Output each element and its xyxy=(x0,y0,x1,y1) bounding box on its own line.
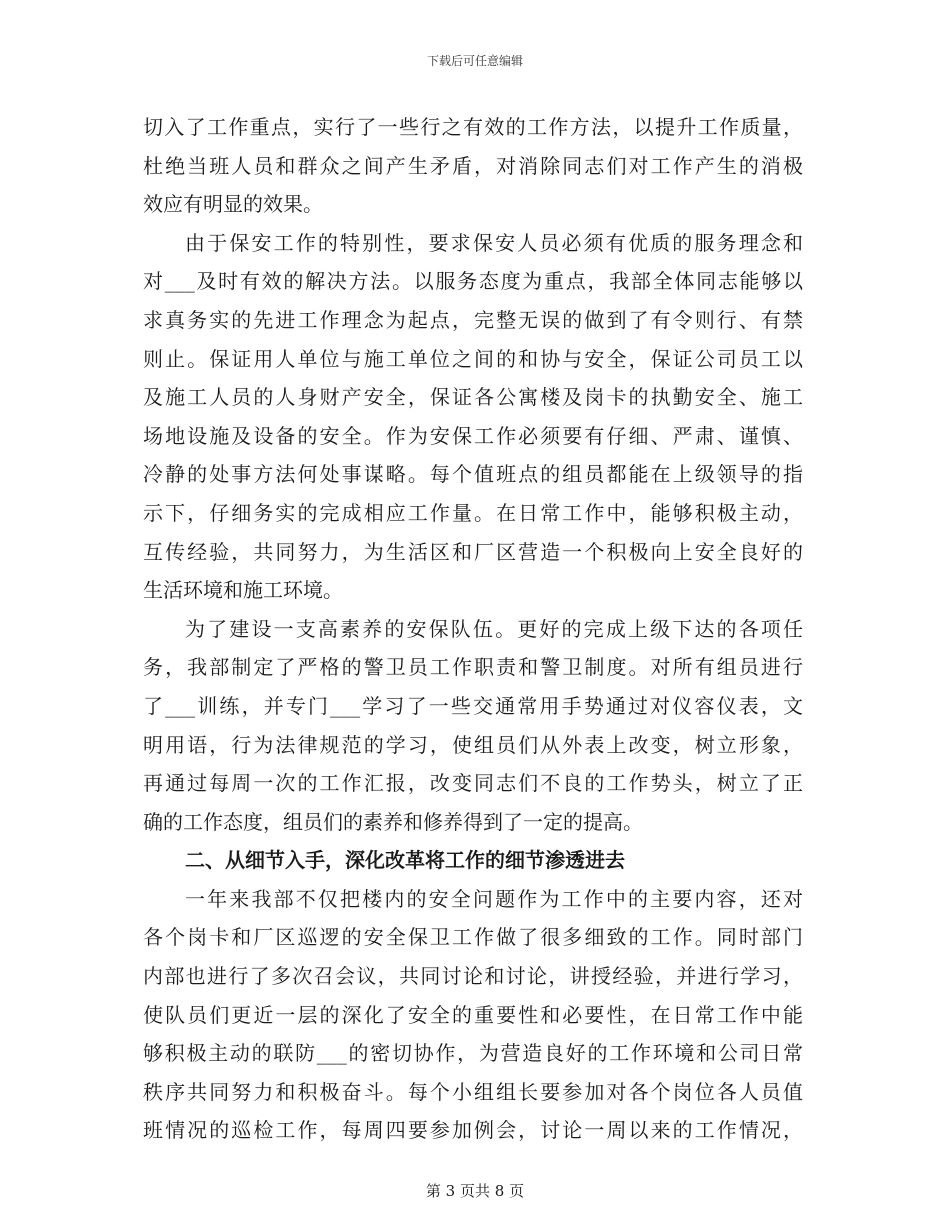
text-line: 使队员们更近一层的深化了安全的重要性和必要性，在日常工作中能 xyxy=(143,1002,803,1027)
text-line: 明用语，行为法律规范的学习，使组员们从外表上改变，树立形象， xyxy=(143,732,803,757)
text-line: 求真务实的先进工作理念为起点，完整无误的做到了有令则行、有禁 xyxy=(143,307,803,332)
text-line: 则止。保证用人单位与施工单位之间的和协与安全，保证公司员工以 xyxy=(143,346,803,371)
page-number-footer: 第 3 页共 8 页 xyxy=(425,1182,525,1200)
text-line: 对___及时有效的解决方法。以服务态度为重点，我部全体同志能够以 xyxy=(143,269,803,294)
text-line: 确的工作态度，组员们的素养和修养得到了一定的提高。 xyxy=(143,809,643,834)
text-line: 秩序共同努力和积极奋斗。每个小组组长要参加对各个岗位各人员值 xyxy=(143,1079,803,1104)
text-line: 生活环境和施工环境。 xyxy=(143,578,343,603)
document-body xyxy=(143,108,803,1150)
text-line: 杜绝当班人员和群众之间产生矛盾，对消除同志们对工作产生的消极 xyxy=(143,153,803,178)
page-header: 下载后可任意编辑 xyxy=(426,54,523,68)
section-heading: 二、从细节入手，深化改革将工作的细节渗透进去 xyxy=(185,848,625,873)
text-line: 效应有明显的效果。 xyxy=(143,192,323,217)
text-line: 及施工人员的人身财产安全，保证各公寓楼及岗卡的执勤安全、施工 xyxy=(143,385,803,410)
text-line: 务，我部制定了严格的警卫员工作职责和警卫制度。对所有组员进行 xyxy=(143,655,803,680)
text-line: 各个岗卡和厂区巡逻的安全保卫工作做了很多细致的工作。同时部门 xyxy=(143,925,803,950)
text-line: 班情况的巡检工作，每周四要参加例会，讨论一周以来的工作情况， xyxy=(143,1118,803,1143)
text-line: 够积极主动的联防___的密切协作，为营造良好的工作环境和公司日常 xyxy=(143,1041,803,1066)
text-line: 了___训练，并专门___学习了一些交通常用手势通过对仪容仪表，文 xyxy=(143,693,803,718)
text-line: 再通过每周一次的工作汇报，改变同志们不良的工作势头，树立了正 xyxy=(143,771,803,796)
paragraph-start-line: 由于保安工作的特别性，要求保安人员必须有优质的服务理念和 xyxy=(185,230,803,255)
text-line: 互传经验，共同努力，为生活区和厂区营造一个积极向上安全良好的 xyxy=(143,539,803,564)
paragraph-start-line: 为了建设一支高素养的安保队伍。更好的完成上级下达的各项任 xyxy=(185,616,803,641)
text-line: 场地设施及设备的安全。作为安保工作必须要有仔细、严肃、谨慎、 xyxy=(143,423,803,448)
paragraph-start-line: 一年来我部不仅把楼内的安全问题作为工作中的主要内容，还对 xyxy=(185,886,803,911)
text-line: 示下，仔细务实的完成相应工作量。在日常工作中，能够积极主动， xyxy=(143,500,803,525)
text-line: 切入了工作重点，实行了一些行之有效的工作方法，以提升工作质量， xyxy=(143,115,803,139)
text-line: 内部也进行了多次召会议，共同讨论和讨论，讲授经验，并进行学习， xyxy=(143,964,803,989)
text-line: 冷静的处事方法何处事谋略。每个值班点的组员都能在上级领导的指 xyxy=(143,462,803,487)
